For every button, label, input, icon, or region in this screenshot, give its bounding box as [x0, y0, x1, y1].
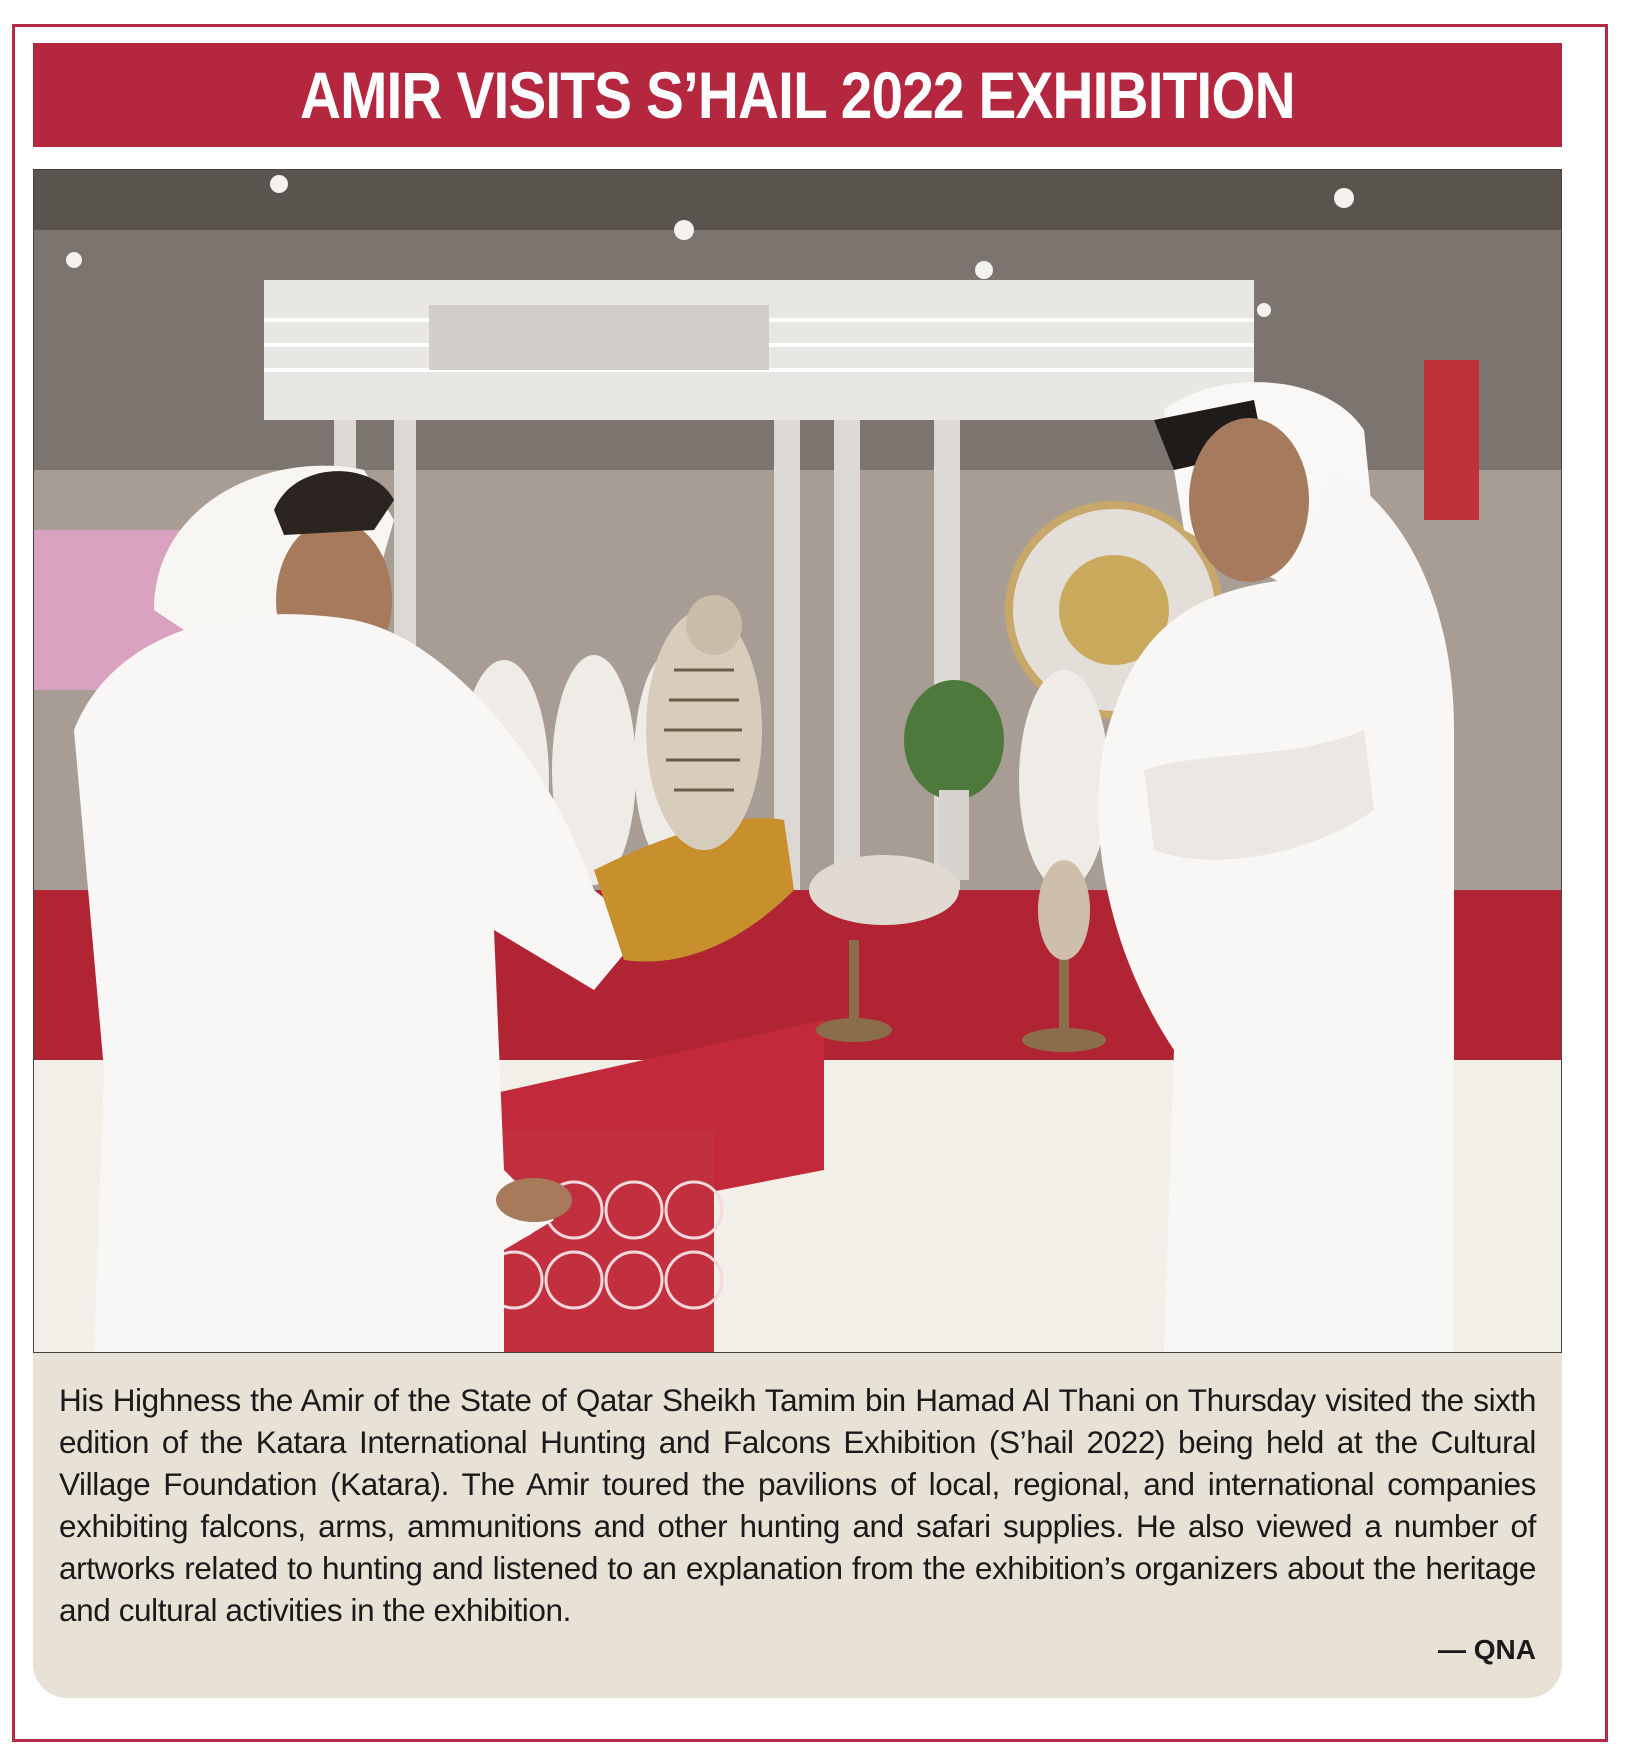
headline-bar [33, 43, 1562, 147]
headline: AMIR VISITS S’HAIL 2022 EXHIBITION [300, 58, 1295, 132]
caption-text: His Highness the Amir of the State of Qatar Sheikh Tamim bin Hamad Al Thani on Thursday visited the sixth edition of the Katara International Hunting and Falcons Exhibition (S’hail 2022) being held at the Cultural Village Foundation (Katara). The Amir toured the pavilions of local, regional, and international companies exhibiting falcons, arms, ammunitions and other hunting and safari supplies. He also viewed a number of artworks related to hunting and listened to an explanation from the exhibition’s organizers about the heritage and cultural activities in the exhibition. [59, 1382, 1536, 1628]
news-photo [33, 169, 1562, 1353]
photo-credit: — QNA [1438, 1634, 1536, 1665]
caption-box [33, 1353, 1562, 1698]
